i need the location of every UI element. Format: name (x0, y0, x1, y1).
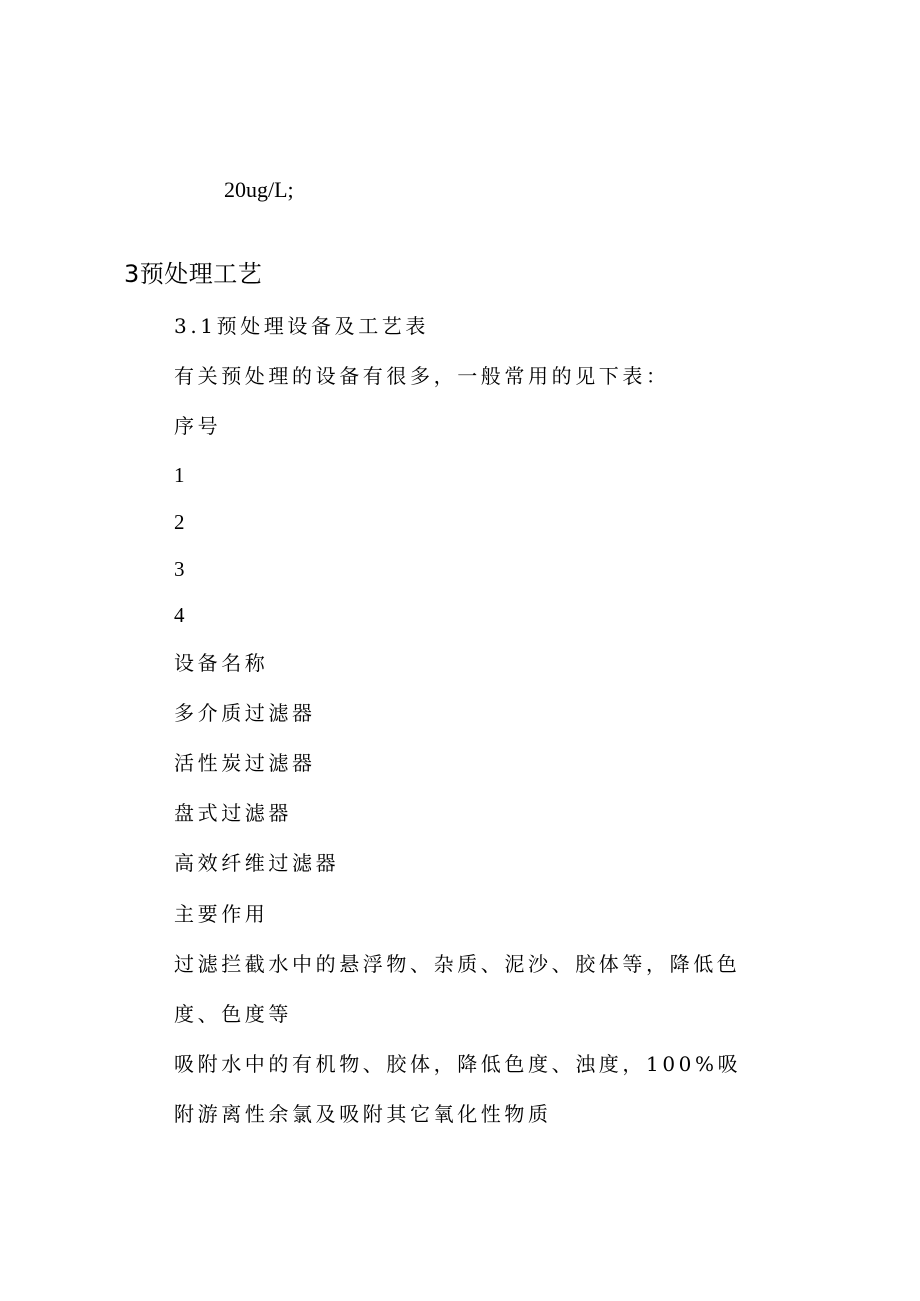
table-header-equipment-name: 设备名称 (174, 651, 269, 675)
table-serial-number: 2 (174, 510, 185, 534)
table-header-function: 主要作用 (174, 902, 269, 926)
table-equipment-name: 多介质过滤器 (174, 701, 316, 725)
table-equipment-name: 高效纤维过滤器 (174, 851, 340, 875)
table-function-line: 吸附水中的有机物、胶体，降低色度、浊度，100%吸 (174, 1052, 742, 1076)
table-function-line: 附游离性余氯及吸附其它氧化性物质 (174, 1102, 552, 1126)
table-serial-number: 1 (174, 463, 185, 487)
intro-sentence: 有关预处理的设备有很多，一般常用的见下表： (174, 364, 670, 388)
table-function-line: 过滤拦截水中的悬浮物、杂质、泥沙、胶体等，降低色 (174, 952, 741, 976)
table-serial-number: 3 (174, 557, 185, 581)
table-equipment-name: 盘式过滤器 (174, 801, 292, 825)
table-equipment-name: 活性炭过滤器 (174, 751, 316, 775)
table-header-serial: 序号 (174, 414, 222, 438)
table-function-line: 度、色度等 (174, 1002, 292, 1026)
intro-value-text: 20ug/L; (224, 177, 294, 202)
table-serial-number: 4 (174, 603, 185, 627)
section-heading: 3预处理工艺 (124, 260, 263, 288)
subsection-heading: 3.1预处理设备及工艺表 (174, 314, 430, 338)
